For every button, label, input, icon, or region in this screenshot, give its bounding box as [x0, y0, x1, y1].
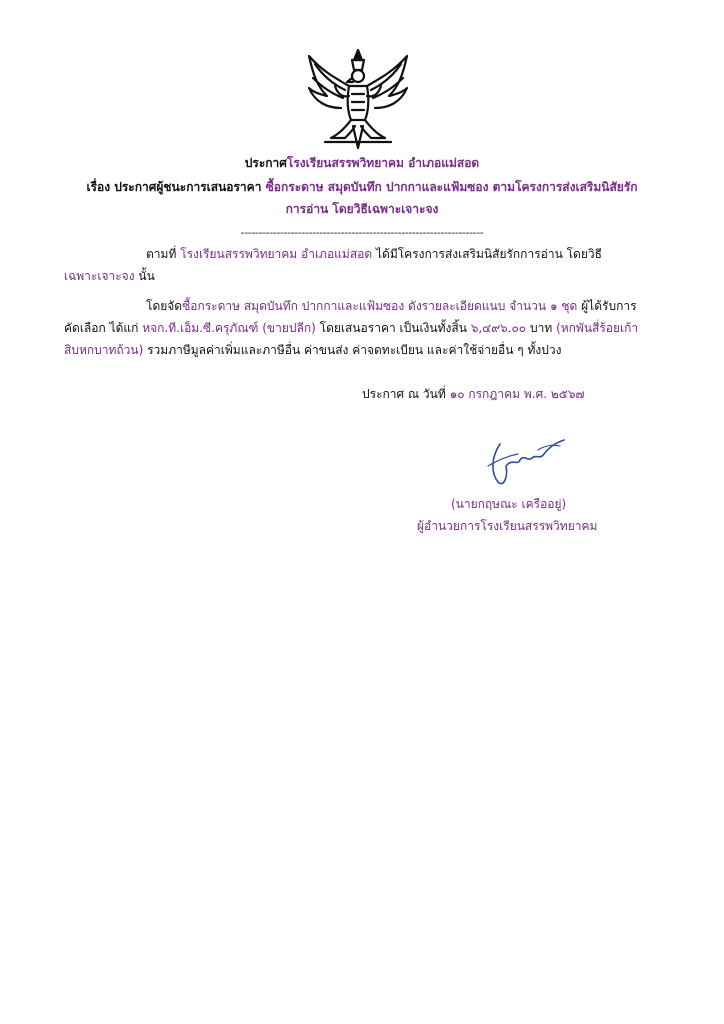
p1-text-a: ตามที่ — [146, 247, 177, 261]
separator-line: -------------------------------------------------------------------- — [240, 226, 484, 239]
p2-quantity: ๑ ชุด — [549, 299, 578, 313]
announcement-title — [40, 152, 684, 174]
p2-currency: บาท — [529, 321, 553, 335]
announce-date: ๑๐ กรกฎาคม พ.ศ. ๒๕๖๗ — [449, 387, 585, 401]
signatory-name: (นายกฤษณะ เครืออยู่) — [451, 497, 567, 511]
p1-method: เฉพาะเจาะจง — [64, 269, 135, 283]
paragraph-1-line-2 — [64, 266, 155, 286]
announce-prefix: ประกาศ ณ วันที่ — [362, 387, 446, 401]
p1-text-e: นั้น — [138, 269, 155, 283]
paragraph-2-line-1 — [146, 296, 637, 316]
subject-text-1: ซื้อกระดาษ สมุดบันทึก ปากกาและแฟ้มซอง ตามโครงการส่งเสริมนิสัยรัก — [265, 180, 638, 194]
p2-text-a: โดยจัด — [146, 299, 183, 313]
paragraph-2-line-2 — [64, 318, 638, 338]
p2-text-e: คัดเลือก ได้แก่ — [64, 321, 139, 335]
subject-prefix: เรื่อง ประกาศผู้ชนะการเสนอราคา — [86, 180, 262, 194]
p2-amount-words-2: สิบหกบาทถ้วน) — [64, 343, 144, 357]
subject-line-2: การอ่าน โดยวิธีเฉพาะเจาะจง — [285, 202, 439, 216]
p2-items: ซื้อกระดาษ สมุดบันทึก ปากกาและแฟ้มซอง ดังรายละเอียดแนบ จำนวน — [182, 299, 547, 313]
school-name: โรงเรียนสรรพวิทยาคม อำเภอแม่สอด — [286, 156, 480, 170]
p1-school-name: โรงเรียนสรรพวิทยาคม อำเภอแม่สอด — [180, 247, 373, 261]
title-prefix: ประกาศ — [244, 156, 287, 170]
signatory-position: ผู้อำนวยการโรงเรียนสรรพวิทยาคม — [417, 519, 598, 533]
signature-icon — [478, 436, 568, 488]
paragraph-2-line-3 — [64, 340, 561, 360]
p2-text-g: โดยเสนอราคา เป็นเงินทั้งสิ้น — [319, 321, 467, 335]
p2-vendor: หจก.ที.เอ็ม.ซี.ครุภัณฑ์ (ขายปลีก) — [142, 321, 316, 335]
garuda-emblem-icon — [305, 48, 411, 152]
paragraph-1-line-1 — [146, 244, 602, 264]
announce-date-line — [362, 384, 584, 404]
p2-text-d: ผู้ได้รับการ — [581, 299, 637, 313]
p2-amount: ๖,๔๙๖.๐๐ — [470, 321, 527, 335]
subject-line-1 — [40, 176, 684, 198]
p2-text-l: รวมภาษีมูลค่าเพิ่มและภาษีอื่น ค่าขนส่ง ค่าจดทะเบียน และค่าใช้จ่ายอื่น ๆ ทั้งปวง — [147, 343, 562, 357]
p2-amount-words-1: (หกพันสี่ร้อยเก้า — [556, 321, 639, 335]
p1-text-c: ได้มีโครงการส่งเสริมนิสัยรักการอ่าน โดยวิธี — [375, 247, 602, 261]
